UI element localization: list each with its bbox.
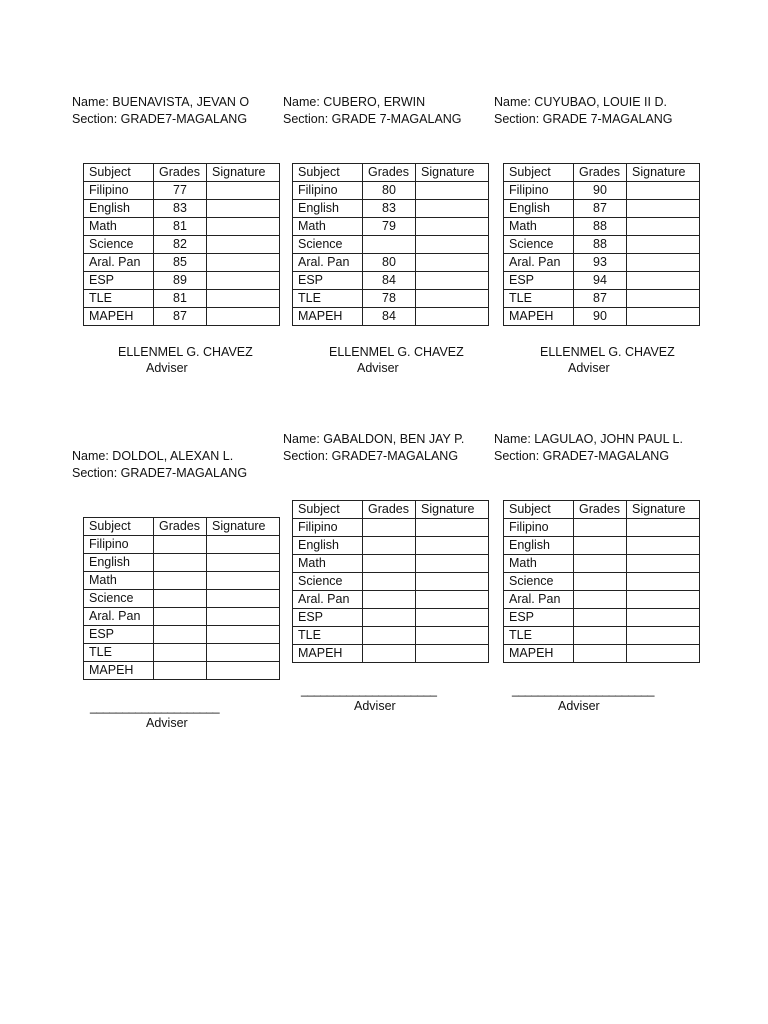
- table-row: [504, 645, 700, 663]
- student-name-line: [283, 94, 425, 110]
- subject-cell: Aral. Pan: [504, 254, 574, 272]
- table-row: [293, 308, 489, 326]
- subject-cell: Aral. Pan: [293, 591, 363, 609]
- col-grades-header: Grades: [363, 501, 416, 519]
- table-row: [84, 236, 280, 254]
- table-row: [504, 519, 700, 537]
- table-row: [504, 290, 700, 308]
- col-signature-header: Signature: [627, 501, 700, 519]
- subject-cell: TLE: [293, 627, 363, 645]
- signature-cell: [207, 308, 280, 326]
- signature-cell: [416, 609, 489, 627]
- table-row: [293, 272, 489, 290]
- subject-cell: TLE: [84, 290, 154, 308]
- subject-cell: Math: [84, 218, 154, 236]
- grade-cell: 88: [574, 236, 627, 254]
- student-name: LAGULAO, JOHN PAUL L.: [534, 432, 683, 446]
- table-row: [84, 218, 280, 236]
- grade-cell: 81: [154, 218, 207, 236]
- signature-cell: [416, 591, 489, 609]
- section-label: Section:: [72, 112, 121, 126]
- table-row: [293, 519, 489, 537]
- subject-cell: Aral. Pan: [84, 608, 154, 626]
- col-subject-header: Subject: [504, 164, 574, 182]
- section-line: [283, 111, 462, 127]
- signature-cell: [416, 182, 489, 200]
- adviser-signature-line: ____________________: [90, 700, 220, 714]
- subject-cell: Math: [293, 555, 363, 573]
- grade-cell: 83: [154, 200, 207, 218]
- subject-cell: Math: [293, 218, 363, 236]
- grade-cell: [574, 609, 627, 627]
- student-name: GABALDON, BEN JAY P.: [323, 432, 465, 446]
- table-row: [84, 662, 280, 680]
- grade-cell: [574, 519, 627, 537]
- subject-cell: TLE: [504, 290, 574, 308]
- name-label: Name:: [494, 432, 535, 446]
- col-signature-header: Signature: [207, 518, 280, 536]
- adviser-label: Adviser: [568, 361, 610, 375]
- adviser-label: Adviser: [357, 361, 399, 375]
- section-value: GRADE7-MAGALANG: [120, 466, 248, 480]
- section-line: [283, 448, 458, 464]
- grade-cell: [574, 537, 627, 555]
- adviser-label: Adviser: [354, 699, 396, 713]
- grade-cell: 93: [574, 254, 627, 272]
- table-row: [504, 236, 700, 254]
- signature-cell: [627, 272, 700, 290]
- subject-cell: English: [293, 200, 363, 218]
- subject-cell: Aral. Pan: [84, 254, 154, 272]
- grade-cell: 84: [363, 308, 416, 326]
- table-row: [293, 555, 489, 573]
- student-name: DOLDOL, ALEXAN L.: [112, 449, 234, 463]
- signature-cell: [627, 182, 700, 200]
- subject-cell: ESP: [84, 626, 154, 644]
- subject-cell: Math: [504, 555, 574, 573]
- table-row: [84, 554, 280, 572]
- signature-cell: [416, 218, 489, 236]
- table-row: [504, 218, 700, 236]
- grades-table: [292, 163, 489, 326]
- table-row: [293, 254, 489, 272]
- subject-cell: English: [293, 537, 363, 555]
- subject-cell: MAPEH: [504, 308, 574, 326]
- grade-cell: [363, 627, 416, 645]
- signature-cell: [416, 537, 489, 555]
- section-label: Section:: [283, 112, 332, 126]
- adviser-label: Adviser: [146, 361, 188, 375]
- table-row: [504, 537, 700, 555]
- section-value: GRADE 7-MAGALANG: [542, 112, 673, 126]
- signature-cell: [207, 572, 280, 590]
- table-row: [84, 644, 280, 662]
- subject-cell: MAPEH: [293, 645, 363, 663]
- grade-cell: [154, 608, 207, 626]
- signature-cell: [416, 555, 489, 573]
- col-signature-header: Signature: [416, 501, 489, 519]
- table-row: [293, 290, 489, 308]
- table-row: [293, 609, 489, 627]
- grade-cell: [154, 662, 207, 680]
- col-grades-header: Grades: [154, 518, 207, 536]
- signature-cell: [207, 626, 280, 644]
- signature-cell: [207, 644, 280, 662]
- name-label: Name:: [72, 449, 113, 463]
- grade-cell: [574, 627, 627, 645]
- signature-cell: [416, 254, 489, 272]
- col-subject-header: Subject: [293, 164, 363, 182]
- adviser-signature-line: _____________________: [301, 683, 437, 697]
- grade-cell: [154, 590, 207, 608]
- signature-cell: [627, 573, 700, 591]
- table-header-row: [504, 164, 700, 182]
- col-subject-header: Subject: [504, 501, 574, 519]
- signature-cell: [416, 236, 489, 254]
- signature-cell: [627, 308, 700, 326]
- grade-cell: 88: [574, 218, 627, 236]
- table-row: [293, 200, 489, 218]
- subject-cell: ESP: [293, 272, 363, 290]
- col-subject-header: Subject: [84, 518, 154, 536]
- grade-cell: [363, 537, 416, 555]
- signature-cell: [416, 645, 489, 663]
- table-row: [504, 591, 700, 609]
- table-row: [84, 290, 280, 308]
- adviser-name: ELLENMEL G. CHAVEZ: [329, 345, 464, 359]
- grade-cell: 83: [363, 200, 416, 218]
- grade-cell: 78: [363, 290, 416, 308]
- signature-cell: [207, 218, 280, 236]
- table-row: [293, 591, 489, 609]
- student-name: BUENAVISTA, JEVAN O: [112, 95, 250, 109]
- table-row: [504, 555, 700, 573]
- col-grades-header: Grades: [154, 164, 207, 182]
- section-label: Section:: [283, 449, 332, 463]
- subject-cell: Aral. Pan: [504, 591, 574, 609]
- grade-cell: [363, 591, 416, 609]
- grade-cell: 85: [154, 254, 207, 272]
- col-signature-header: Signature: [207, 164, 280, 182]
- table-row: [293, 645, 489, 663]
- signature-cell: [207, 590, 280, 608]
- grade-cell: 90: [574, 308, 627, 326]
- grade-cell: 80: [363, 254, 416, 272]
- section-line: [494, 448, 669, 464]
- name-label: Name:: [72, 95, 113, 109]
- signature-cell: [207, 608, 280, 626]
- grade-cell: 79: [363, 218, 416, 236]
- table-row: [84, 572, 280, 590]
- section-line: [72, 111, 247, 127]
- signature-cell: [627, 609, 700, 627]
- signature-cell: [416, 573, 489, 591]
- subject-cell: Filipino: [84, 182, 154, 200]
- table-header-row: [293, 164, 489, 182]
- table-header-row: [84, 518, 280, 536]
- table-header-row: [84, 164, 280, 182]
- subject-cell: Science: [504, 236, 574, 254]
- student-name: CUBERO, ERWIN: [323, 95, 426, 109]
- subject-cell: Math: [84, 572, 154, 590]
- subject-cell: ESP: [293, 609, 363, 627]
- table-header-row: [504, 501, 700, 519]
- grade-cell: [363, 236, 416, 254]
- name-label: Name:: [283, 432, 324, 446]
- grade-cell: [574, 591, 627, 609]
- signature-cell: [627, 200, 700, 218]
- grade-cell: 90: [574, 182, 627, 200]
- section-label: Section:: [494, 449, 543, 463]
- table-row: [504, 573, 700, 591]
- signature-cell: [627, 290, 700, 308]
- subject-cell: TLE: [504, 627, 574, 645]
- signature-cell: [207, 554, 280, 572]
- subject-cell: Science: [293, 573, 363, 591]
- grade-cell: 87: [154, 308, 207, 326]
- col-grades-header: Grades: [574, 501, 627, 519]
- signature-cell: [627, 519, 700, 537]
- signature-cell: [207, 272, 280, 290]
- col-signature-header: Signature: [416, 164, 489, 182]
- name-label: Name:: [494, 95, 535, 109]
- col-subject-header: Subject: [293, 501, 363, 519]
- adviser-label: Adviser: [558, 699, 600, 713]
- table-row: [504, 182, 700, 200]
- table-row: [293, 537, 489, 555]
- grade-cell: [574, 573, 627, 591]
- signature-cell: [627, 236, 700, 254]
- grade-cell: [363, 555, 416, 573]
- table-row: [84, 272, 280, 290]
- subject-cell: ESP: [84, 272, 154, 290]
- student-name-line: [72, 448, 233, 464]
- subject-cell: English: [84, 554, 154, 572]
- grades-table: [83, 517, 280, 680]
- section-value: GRADE7-MAGALANG: [331, 449, 459, 463]
- table-row: [84, 590, 280, 608]
- table-row: [84, 254, 280, 272]
- student-name-line: [72, 94, 249, 110]
- signature-cell: [207, 254, 280, 272]
- signature-cell: [627, 537, 700, 555]
- grade-cell: 87: [574, 200, 627, 218]
- subject-cell: English: [84, 200, 154, 218]
- subject-cell: Science: [84, 236, 154, 254]
- grade-cell: [363, 519, 416, 537]
- grade-cell: 94: [574, 272, 627, 290]
- signature-cell: [627, 591, 700, 609]
- section-line: [72, 465, 247, 481]
- table-row: [504, 609, 700, 627]
- table-row: [504, 254, 700, 272]
- subject-cell: English: [504, 200, 574, 218]
- table-row: [84, 308, 280, 326]
- signature-cell: [207, 236, 280, 254]
- table-row: [84, 182, 280, 200]
- table-row: [504, 272, 700, 290]
- table-row: [84, 536, 280, 554]
- signature-cell: [416, 290, 489, 308]
- section-label: Section:: [72, 466, 121, 480]
- table-row: [504, 627, 700, 645]
- signature-cell: [627, 254, 700, 272]
- section-label: Section:: [494, 112, 543, 126]
- grade-cell: [574, 555, 627, 573]
- subject-cell: MAPEH: [84, 308, 154, 326]
- table-row: [293, 218, 489, 236]
- table-row: [293, 573, 489, 591]
- section-value: GRADE7-MAGALANG: [120, 112, 248, 126]
- subject-cell: English: [504, 537, 574, 555]
- signature-cell: [627, 555, 700, 573]
- signature-cell: [416, 627, 489, 645]
- col-grades-header: Grades: [363, 164, 416, 182]
- grade-cell: [154, 554, 207, 572]
- adviser-name: ELLENMEL G. CHAVEZ: [540, 345, 675, 359]
- grade-cell: 80: [363, 182, 416, 200]
- subject-cell: Math: [504, 218, 574, 236]
- student-name-line: [283, 431, 464, 447]
- signature-cell: [207, 200, 280, 218]
- signature-cell: [207, 290, 280, 308]
- section-value: GRADE 7-MAGALANG: [331, 112, 462, 126]
- section-value: GRADE7-MAGALANG: [542, 449, 670, 463]
- adviser-signature-line: ______________________: [512, 683, 654, 697]
- grade-cell: [154, 626, 207, 644]
- col-subject-header: Subject: [84, 164, 154, 182]
- signature-cell: [207, 662, 280, 680]
- subject-cell: Aral. Pan: [293, 254, 363, 272]
- grade-cell: [363, 609, 416, 627]
- table-row: [84, 626, 280, 644]
- student-name-line: [494, 94, 667, 110]
- adviser-name: ELLENMEL G. CHAVEZ: [118, 345, 253, 359]
- student-name: CUYUBAO, LOUIE II D.: [534, 95, 667, 109]
- subject-cell: Filipino: [293, 182, 363, 200]
- grade-cell: [154, 536, 207, 554]
- grade-cell: [154, 572, 207, 590]
- grade-cell: [363, 573, 416, 591]
- grade-cell: [574, 645, 627, 663]
- name-label: Name:: [283, 95, 324, 109]
- subject-cell: ESP: [504, 272, 574, 290]
- subject-cell: TLE: [293, 290, 363, 308]
- table-row: [504, 308, 700, 326]
- subject-cell: Filipino: [504, 182, 574, 200]
- grades-table: [503, 500, 700, 663]
- subject-cell: Science: [293, 236, 363, 254]
- grade-cell: 84: [363, 272, 416, 290]
- col-grades-header: Grades: [574, 164, 627, 182]
- grades-table: [292, 500, 489, 663]
- subject-cell: MAPEH: [293, 308, 363, 326]
- grades-table: [83, 163, 280, 326]
- signature-cell: [627, 218, 700, 236]
- grade-cell: 87: [574, 290, 627, 308]
- signature-cell: [207, 182, 280, 200]
- grades-table: [503, 163, 700, 326]
- adviser-label: Adviser: [146, 716, 188, 730]
- signature-cell: [627, 627, 700, 645]
- signature-cell: [416, 200, 489, 218]
- signature-cell: [416, 519, 489, 537]
- signature-cell: [207, 536, 280, 554]
- signature-cell: [627, 645, 700, 663]
- grade-cell: 89: [154, 272, 207, 290]
- subject-cell: MAPEH: [84, 662, 154, 680]
- signature-cell: [416, 308, 489, 326]
- col-signature-header: Signature: [627, 164, 700, 182]
- grade-cell: 81: [154, 290, 207, 308]
- subject-cell: Science: [84, 590, 154, 608]
- table-row: [504, 200, 700, 218]
- table-header-row: [293, 501, 489, 519]
- subject-cell: Filipino: [504, 519, 574, 537]
- grade-cell: [154, 644, 207, 662]
- subject-cell: MAPEH: [504, 645, 574, 663]
- grade-cell: [363, 645, 416, 663]
- grade-cell: 82: [154, 236, 207, 254]
- subject-cell: ESP: [504, 609, 574, 627]
- subject-cell: Filipino: [293, 519, 363, 537]
- student-name-line: [494, 431, 683, 447]
- subject-cell: TLE: [84, 644, 154, 662]
- signature-cell: [416, 272, 489, 290]
- subject-cell: Science: [504, 573, 574, 591]
- table-row: [84, 200, 280, 218]
- table-row: [293, 627, 489, 645]
- subject-cell: Filipino: [84, 536, 154, 554]
- table-row: [84, 608, 280, 626]
- grade-cell: 77: [154, 182, 207, 200]
- table-row: [293, 182, 489, 200]
- section-line: [494, 111, 673, 127]
- table-row: [293, 236, 489, 254]
